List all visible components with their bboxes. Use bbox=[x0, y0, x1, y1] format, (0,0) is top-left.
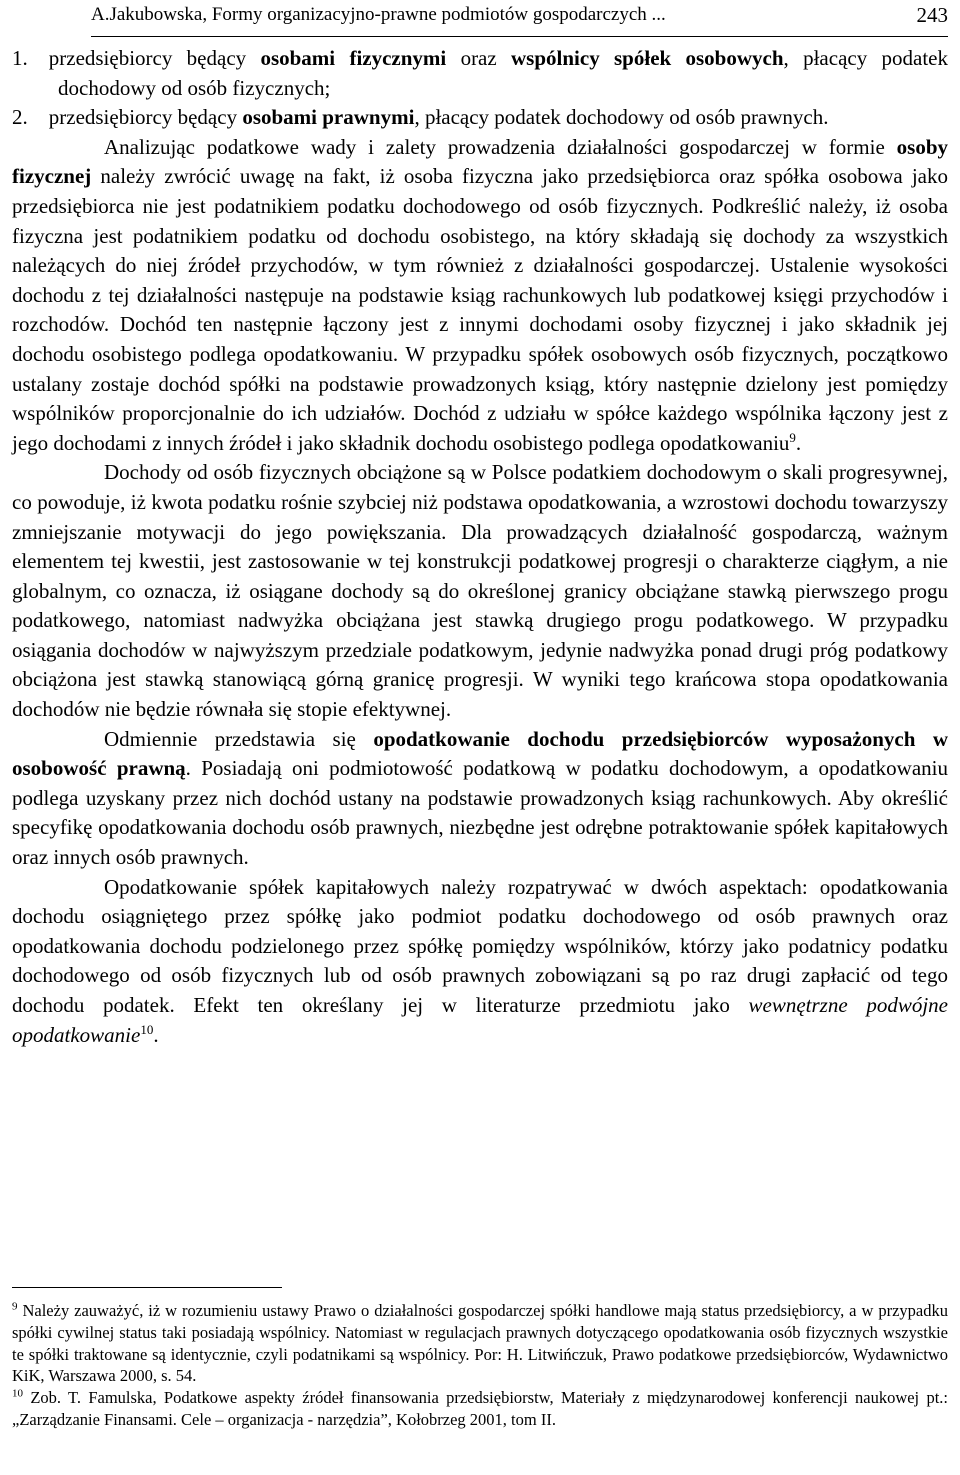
bold-phrase: osoby fizycznej bbox=[12, 134, 948, 189]
italic-phrase: wewnętrzne podwójne opodatkowanie bbox=[12, 993, 948, 1047]
footnote-ref: 10 bbox=[140, 1021, 154, 1037]
body-text bbox=[12, 44, 948, 1050]
bold-phrase: osobami fizycznymi bbox=[260, 46, 447, 70]
bold-phrase: wspólnicy spółek osobowych bbox=[511, 46, 784, 70]
page-number: 243 bbox=[916, 3, 948, 27]
paragraph: Analizując podatkowe wady i zalety prowadzenia działalności gospodarczej w formie osoby fizycznej należy zwrócić uwagę na fakt, iż osoba fizyczna jako przedsiębiorca oraz spółka osobowa jako przedsiębiorca nie jest podatnikiem podatku dochodowego od osób fizycznych. Podkreślić należy, iż osoba fizyczna jest podatnikiem podatku od dochodu osobistego, na który składają się dochody za wszystkich należących do niej źródeł przychodów, w tym również z działalności gospodarczej. Ustalenie wysokości dochodu z tej działalności następuje na podstawie ksiąg rachunkowych lub podatkowej księgi przychodów i rozchodów. Dochód ten następnie łączony jest z innymi dochodami osoby fizycznej i jako składnik jej dochodu osobistego podlega opodatkowaniu. W przypadku spółek osobowych osób fizycznych, początkowo ustalany zostaje dochód spółki na podstawie prowadzonych ksiąg, który następnie dzielony jest pomiędzy wspólników proporcjonalnie do ich udziałów. Dochód z udziału w spółce każdego wspólnika łączony jest z jego dochodami z innych źródeł i jako składnik dochodu osobistego podlega opodatkowaniu$^9$. bbox=[12, 134, 948, 455]
paragraph: Opodatkowanie spółek kapitałowych należy rozpatrywać w dwóch aspektach: opodatkowania dochodu osiągniętego przez spółkę jako podmiot podatku dochodowego od osób prawnych oraz opodatkowania dochodu podzielonego przez spółkę pomiędzy wspólników, którzy jako podatnicy podatku dochodowego od osób fizycznych lub od osób prawnych zobowiązani są po raz drugi zapłacić od tego dochodu podatek. Efekt ten określany jej w literaturze przedmiotu jako wewnętrzne podwójne opodatkowanie$^{10}$. bbox=[12, 874, 948, 1047]
paragraph: Odmiennie przedstawia się opodatkowanie dochodu przedsiębiorców wyposażonych w osobowość prawną. Posiadają oni podmiotowość podatkową w podatku dochodowym, a opodatkowaniu podlega uzyskany przez nich dochód ustany na podstawie prowadzonych ksiąg rachunkowych. Aby określić specyfikę opodatkowania dochodu osób prawnych, niezbędne jest odrębne potraktowanie spółek kapitałowych oraz innych osób prawnych. bbox=[12, 726, 949, 870]
bold-phrase: opodatkowanie dochodu przedsiębiorców wyposażonych w osobowość prawną bbox=[12, 726, 949, 781]
running-header bbox=[91, 0, 948, 37]
footnote: $^9$ Należy zauważyć, iż w rozumieniu ustawy Prawo o działalności gospodarczej spółki handlowe mają status przedsiębiorcy, a w przypadku spółki cywilnej status taki posiadają wspólnicy. Natomiast w regulacjach prawnych dotyczącego opodatkowania osób fizycznych wszystkie te spółki traktowane są identycznie, czyli podatnikami są wspólnicy. Por: H. Litwińczuk, Prawo podatkowe przedsiębiorców, Wydawnictwo KiK, Warszawa 2000, s. 54. bbox=[12, 1300, 948, 1386]
footnote-ref: 9 bbox=[789, 429, 796, 445]
paragraph: Dochody od osób fizycznych obciążone są w Polsce podatkiem dochodowym o skali progresywnej, co powoduje, iż kwota podatku rośnie szybciej niż podstawa opodatkowania, a wzrostowi dochodu towarzyszy zmniejszanie motywacji do jego powiększania. Dla prowadzących działalność gospodarczą, ważnym elementem tej kwestii, jest zastosowanie w tej konstrukcji podatkowej progresji o charakterze ciągłym, a nie globalnym, co oznacza, iż osiągane dochody są do określonej granicy obciążane stawką pierwszego progu podatkowego, natomiast nadwyżka obciążana jest stawką drugiego progu podatkowego. W przypadku osiągania dochodów w najwyższym przedziale podatkowym, jedynie nadwyżka ponad drugi próg podatkowy obciążona jest stawką stanowiącą górną granicę progresji. W wyniki tego krańcowa stopa opodatkowania dochodów nie będzie równała się stopie efektywnej. bbox=[12, 460, 948, 722]
footnote-divider bbox=[12, 1287, 282, 1288]
list-item: 1. przedsiębiorcy będący osobami fizycznymi oraz wspólnicy spółek osobowych, płacący podatek dochodowy od osób fizycznych; bbox=[12, 46, 948, 100]
bold-phrase: osobami prawnymi bbox=[242, 105, 415, 130]
header-title: A.Jakubowska, Formy organizacyjno-prawne podmiotów gospodarczych ... bbox=[91, 4, 666, 25]
list-item: 2. przedsiębiorcy będący osobami prawnymi, płacący podatek dochodowy od osób prawnych. bbox=[12, 105, 829, 130]
footnote: $^{10}$ Zob. T. Famulska, Podatkowe aspekty źródeł finansowania przedsiębiorstw, Materiały z międzynarodowej konferencji naukowej pt.: „Zarządzanie Finansami. Cele – organizacja - narzędzia”, Kołobrzeg 2001, tom II. bbox=[12, 1387, 948, 1429]
footnotes bbox=[12, 1300, 948, 1431]
